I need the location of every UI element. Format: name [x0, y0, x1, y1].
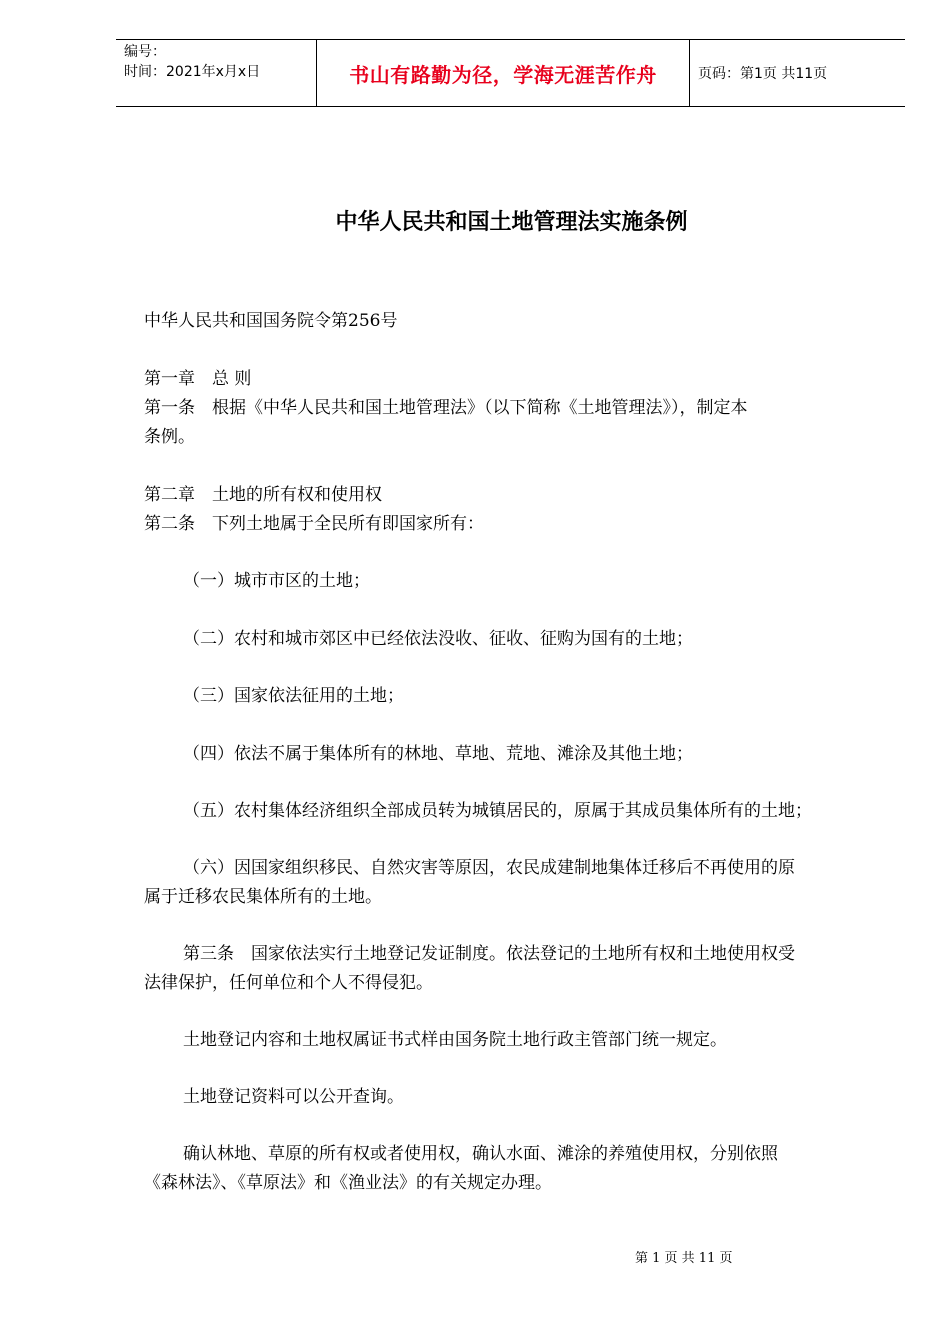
- list-item: 属于迁移农民集体所有的土地。: [144, 887, 382, 907]
- paragraph: 《森林法》、《草原法》和《渔业法》的有关规定办理。: [144, 1173, 552, 1193]
- paragraph: 确认林地、草原的所有权或者使用权，确认水面、滩涂的养殖使用权，分别依照: [183, 1144, 778, 1164]
- chapter-heading: 第一章 总 则: [144, 369, 252, 389]
- article-text: 第三条 国家依法实行土地登记发证制度。依法登记的土地所有权和土地使用权受: [183, 944, 795, 964]
- article-text: 第二条 下列土地属于全民所有即国家所有：: [144, 514, 484, 534]
- page-footer: 第 1 页 共 11 页: [635, 1251, 733, 1266]
- list-item: （一）城市市区的土地；: [183, 571, 370, 591]
- page-header: [116, 39, 905, 107]
- article-text: 法律保护，任何单位和个人不得侵犯。: [144, 973, 433, 993]
- header-motto-cell: [316, 40, 690, 106]
- header-number: 编号：: [124, 44, 166, 60]
- list-item: （三）国家依法征用的土地；: [183, 686, 404, 706]
- list-item: （六）因国家组织移民、自然灾害等原因，农民成建制地集体迁移后不再使用的原: [183, 858, 795, 878]
- list-item: （四）依法不属于集体所有的林地、草地、荒地、滩涂及其他土地；: [183, 744, 693, 764]
- header-page-info: 页码：第1页 共11页: [698, 66, 828, 82]
- document-title: 中华人民共和国土地管理法实施条例: [335, 210, 688, 235]
- header-motto: 书山有路勤为径，学海无涯苦作舟: [349, 62, 657, 87]
- article-text: 第一条 根据《中华人民共和国土地管理法》（以下简称《土地管理法》），制定本: [144, 398, 748, 418]
- paragraph: 土地登记内容和土地权属证书式样由国务院土地行政主管部门统一规定。: [183, 1030, 727, 1050]
- paragraph: 土地登记资料可以公开查询。: [183, 1087, 404, 1107]
- article-text: 条例。: [144, 427, 195, 447]
- header-time: 时间：2021年x月x日: [124, 64, 261, 80]
- decree-line: 中华人民共和国国务院令第256号: [144, 311, 398, 331]
- list-item: （二）农村和城市郊区中已经依法没收、征收、征购为国有的土地；: [183, 629, 693, 649]
- header-meta: [116, 40, 316, 106]
- chapter-heading: 第二章 土地的所有权和使用权: [144, 485, 382, 505]
- list-item: （五）农村集体经济组织全部成员转为城镇居民的，原属于其成员集体所有的土地；: [183, 801, 812, 821]
